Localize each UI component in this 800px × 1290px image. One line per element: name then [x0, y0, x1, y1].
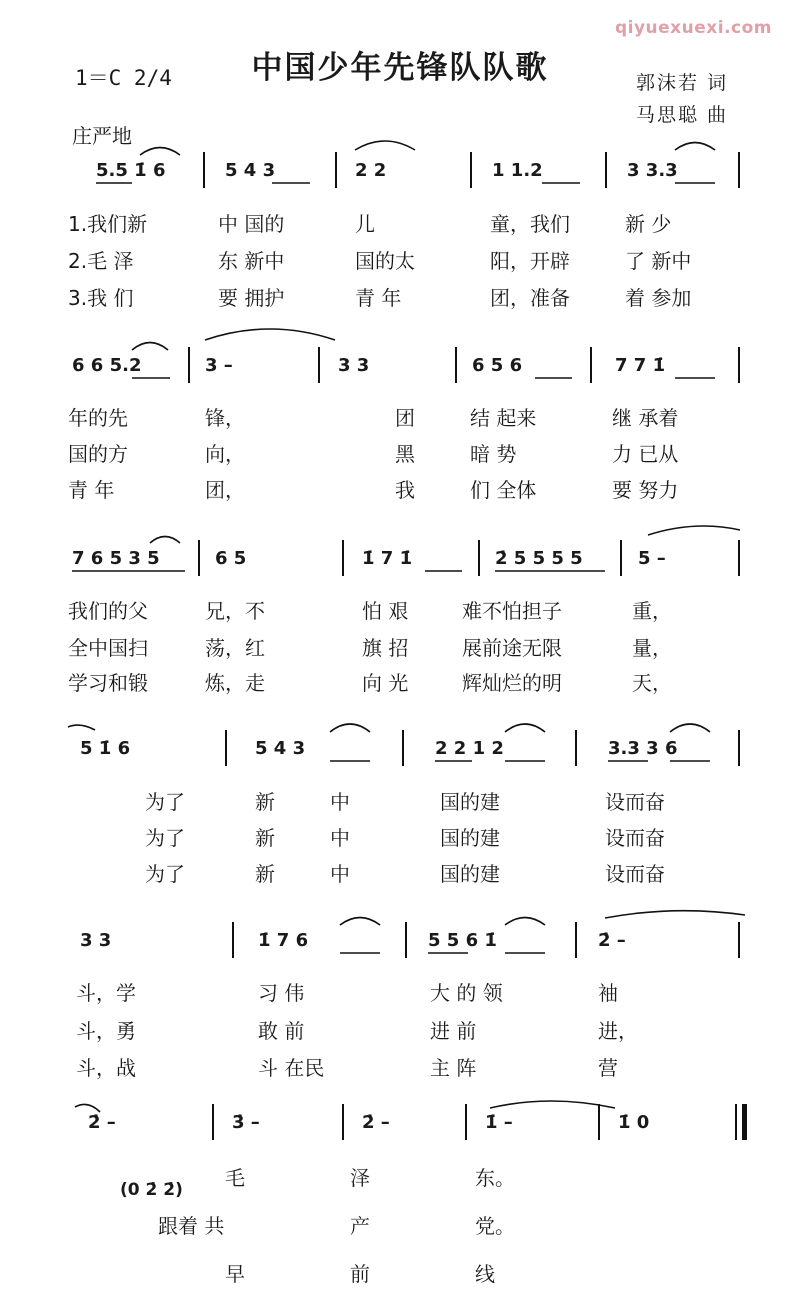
lyric-verse-3: 天，	[632, 671, 672, 695]
lyric-verse-2: 敢 前	[258, 1019, 305, 1043]
lyric-verse-2: 黑	[395, 442, 415, 466]
lyric-verse-3: 线	[475, 1262, 495, 1286]
lyric-verse-3: 3.我 们	[68, 286, 134, 310]
lyric-verse-2: 2.毛 泽	[68, 249, 134, 273]
lyric-verse-2: 中	[330, 826, 350, 850]
lyric-verse-1: 中	[330, 790, 350, 814]
measure-notes: 3 3	[80, 930, 112, 951]
lyric-verse-1: 国的建	[440, 790, 500, 814]
measure-notes: 7 7 1̇	[615, 355, 666, 376]
lyric-verse-2: 为了	[145, 826, 185, 850]
measure-notes: 1̇ 7 1̇	[362, 548, 413, 569]
lyric-verse-2: 国的太	[355, 249, 415, 273]
measure-notes: 3 3	[338, 355, 370, 376]
lyric-verse-1: 新	[255, 790, 275, 814]
lyric-verse-1: 重，	[632, 599, 672, 623]
lyric-verse-2: 进 前	[430, 1019, 477, 1043]
measure-notes: 1̇ 0	[618, 1112, 650, 1133]
lyric-verse-3: 斗 在民	[258, 1056, 325, 1080]
lyric-verse-3: 要 努力	[612, 478, 679, 502]
lyric-verse-1: 难不怕担子	[462, 599, 562, 623]
lyric-verse-2: 产	[350, 1214, 370, 1238]
lyric-verse-3: 我	[395, 478, 415, 502]
measure-notes: 5 4 3	[225, 160, 276, 181]
watermark: qiyuexuexi.com	[614, 18, 772, 38]
measure-notes: 5.5 1̇ 6	[96, 160, 166, 181]
lyric-verse-2: 党。	[475, 1214, 515, 1238]
lyric-verse-1: 兄，不	[205, 599, 265, 623]
lyric-verse-2: 设而奋	[605, 826, 665, 850]
lyric-verse-1: 习 伟	[258, 981, 305, 1005]
lyric-verse-2: 向，	[205, 442, 245, 466]
lyric-verse-1: 儿	[355, 212, 375, 236]
lyric-verse-1: 新 少	[625, 212, 672, 236]
measure-notes: 1̇ 7 6	[258, 930, 309, 951]
lyric-verse-2: 了 新中	[625, 249, 692, 273]
lyric-verse-2: 全中国扫	[68, 636, 148, 660]
lyric-verse-2: 跟着 共	[158, 1214, 225, 1238]
lyric-verse-3: 国的建	[440, 862, 500, 886]
lyric-verse-3: 着 参加	[625, 286, 692, 310]
measure-notes: 6 6 5.2	[72, 355, 142, 376]
measure-notes: 2̇ –	[598, 930, 626, 951]
lyric-verse-3: 青 年	[355, 286, 402, 310]
lyric-verse-1: 设而奋	[605, 790, 665, 814]
key-signature: 1＝C 2/4	[75, 66, 172, 90]
slur	[505, 918, 545, 926]
measure-notes: 5 –	[638, 548, 666, 569]
measure-notes: 3 –	[205, 355, 233, 376]
lyric-verse-1: 锋，	[205, 406, 245, 430]
measure-notes: 2 2 1 2	[435, 738, 504, 759]
slur	[132, 343, 168, 351]
tie	[605, 911, 745, 918]
lyric-verse-3: 团，准备	[490, 286, 570, 310]
lyric-verse-2: 阳，开辟	[490, 249, 570, 273]
lyric-verse-3: 辉灿烂的明	[462, 671, 562, 695]
lyric-verse-1: 童，我们	[490, 212, 570, 236]
measure-notes: 1̇ –	[485, 1112, 513, 1133]
slur	[150, 537, 180, 544]
measure-notes: 3̇ –	[232, 1112, 260, 1133]
lyric-verse-2: 国的建	[440, 826, 500, 850]
composer-credit: 马思聪 曲	[635, 104, 728, 126]
tie	[648, 526, 740, 535]
lyric-verse-2: 力 已从	[612, 442, 679, 466]
song-title: 中国少年先锋队队歌	[251, 50, 549, 86]
lyric-verse-1: 结 起来	[470, 406, 537, 430]
lyric-verse-3: 炼，走	[205, 671, 265, 695]
lyric-verse-1: 为了	[145, 790, 185, 814]
lyric-verse-1: 中 国的	[218, 212, 285, 236]
measure-notes: 6 5 6	[472, 355, 523, 376]
measure-notes: 1 1.2	[492, 160, 543, 181]
lyric-verse-2: 暗 势	[470, 442, 517, 466]
lyric-verse-2: 国的方	[68, 442, 128, 466]
lyric-verse-1: 怕 艰	[362, 599, 409, 623]
lyric-verse-2: 东 新中	[218, 249, 285, 273]
measure-notes: 6 5	[215, 548, 247, 569]
lyric-verse-3: 团，	[205, 478, 245, 502]
lyricist-credit: 郭沫若 词	[635, 72, 728, 94]
measure-notes: 7 6 5 3 5	[72, 548, 160, 569]
slur	[675, 143, 715, 151]
lyric-verse-3: 主 阵	[430, 1056, 477, 1080]
slur	[330, 724, 370, 732]
slur	[140, 148, 180, 156]
lyric-verse-1: 我们的父	[68, 599, 148, 623]
lyric-verse-2: 展前途无限	[462, 636, 562, 660]
lyric-verse-1: 团	[395, 406, 415, 430]
lyric-verse-3: 前	[350, 1262, 370, 1286]
slur	[505, 724, 545, 732]
lyric-verse-3: 学习和锻	[68, 671, 148, 695]
tempo-marking: 庄严地	[72, 124, 132, 148]
tie	[68, 725, 95, 730]
slur	[670, 724, 710, 732]
lyric-verse-3: 向 光	[362, 671, 409, 695]
lyric-verse-2: 新	[255, 826, 275, 850]
lyric-verse-3: 为了	[145, 862, 185, 886]
lyric-verse-3: 青 年	[68, 478, 115, 502]
lyric-verse-2: 旗 招	[362, 636, 409, 660]
tie	[75, 1104, 100, 1112]
measure-notes: 5 4 3	[255, 738, 306, 759]
lyric-verse-3: 营	[598, 1056, 618, 1080]
lyric-verse-1: 继 承着	[612, 406, 679, 430]
lyric-verse-3: 斗，战	[76, 1056, 136, 1080]
tie	[205, 329, 335, 340]
lyric-verse-1: 泽	[350, 1166, 370, 1190]
measure-notes: 2 2	[355, 160, 387, 181]
lyric-verse-2: 荡，红	[205, 636, 265, 660]
tie	[490, 1101, 615, 1108]
optional-pickup-notes: (0 2̇ 2̇)	[120, 1180, 183, 1200]
lyric-verse-1: 袖	[598, 981, 618, 1005]
lyric-verse-1: 1.我们新	[68, 212, 148, 236]
lyric-verse-1: 东。	[475, 1166, 515, 1190]
lyric-verse-1: 毛	[225, 1166, 245, 1190]
lyric-verse-3: 们 全体	[470, 478, 537, 502]
lyric-verse-3: 中	[330, 862, 350, 886]
lyric-verse-3: 设而奋	[605, 862, 665, 886]
lyric-verse-3: 要 拥护	[218, 286, 285, 310]
measure-notes: 2̇ –	[362, 1112, 390, 1133]
measure-notes: 3 3.3	[627, 160, 678, 181]
lyric-verse-3: 新	[255, 862, 275, 886]
lyric-verse-2: 进，	[598, 1019, 638, 1043]
lyric-verse-1: 斗，学	[76, 981, 136, 1005]
lyric-verse-2: 量，	[632, 636, 672, 660]
slur	[340, 918, 380, 926]
measure-notes: 2̇ –	[88, 1112, 116, 1133]
measure-notes: 3.3 3 6	[608, 738, 678, 759]
lyric-verse-3: 早	[225, 1262, 245, 1286]
measure-notes: 5 5 6 1̇	[428, 930, 497, 951]
slur	[355, 141, 415, 150]
lyric-verse-1: 大 的 领	[430, 981, 503, 1005]
lyric-verse-2: 斗，勇	[76, 1019, 136, 1043]
measure-notes: 2̇ 5 5 5 5	[495, 548, 583, 569]
measure-notes: 5 1̇ 6	[80, 738, 131, 759]
lyric-verse-1: 年的先	[68, 406, 128, 430]
